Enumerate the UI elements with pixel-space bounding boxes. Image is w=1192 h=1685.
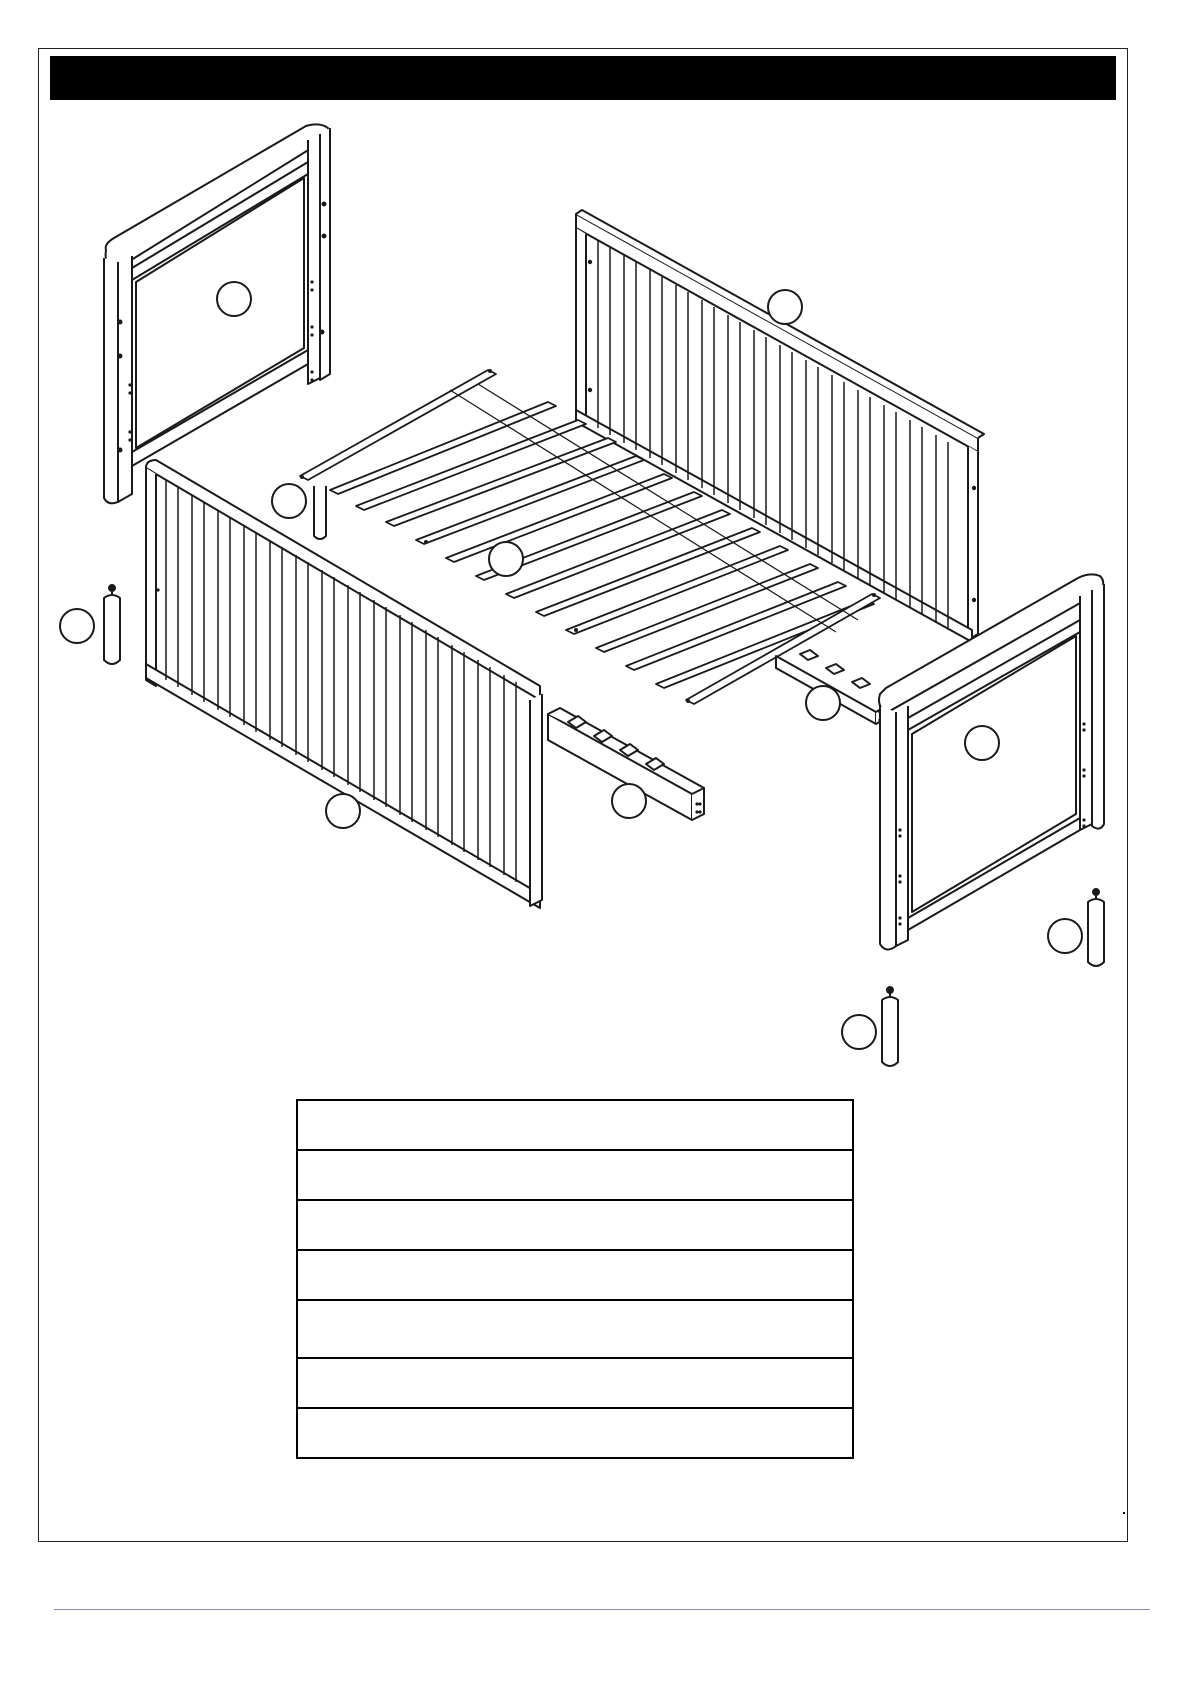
callout-footboard (965, 726, 999, 760)
headboard (104, 124, 330, 503)
front-support-rail (548, 708, 704, 820)
callout-front-leg (842, 1015, 876, 1049)
callout-left-leg (60, 609, 94, 643)
footer-rule (54, 1609, 1150, 1610)
callout-center-leg (272, 484, 306, 518)
table-cell (297, 1408, 853, 1458)
table-cell (297, 1300, 853, 1358)
table-row (297, 1300, 853, 1358)
front-rail (146, 460, 542, 908)
table-row (297, 1100, 853, 1150)
footboard (879, 574, 1104, 949)
table-row (297, 1250, 853, 1300)
callout-right-leg (1048, 919, 1082, 953)
leg-front (842, 987, 898, 1066)
table-cell (297, 1200, 853, 1250)
leg-right (1048, 889, 1104, 966)
rear-support-rail (776, 650, 886, 724)
table-row (297, 1358, 853, 1408)
parts-table (296, 1099, 854, 1459)
center-leg (272, 484, 326, 539)
callout-rear-support-rail (806, 686, 840, 720)
table-row (297, 1150, 853, 1200)
table-cell (297, 1150, 853, 1200)
callout-headboard (217, 282, 251, 316)
table-cell (297, 1358, 853, 1408)
page-mark (1123, 1512, 1125, 1514)
callout-back-rail (768, 290, 802, 324)
table-cell (297, 1250, 853, 1300)
callout-slat-base (489, 542, 523, 576)
table-row (297, 1200, 853, 1250)
leg-left (60, 585, 120, 664)
callout-front-support-rail (612, 784, 646, 818)
table-row (297, 1408, 853, 1458)
callout-front-rail (326, 794, 360, 828)
table-cell (297, 1100, 853, 1150)
